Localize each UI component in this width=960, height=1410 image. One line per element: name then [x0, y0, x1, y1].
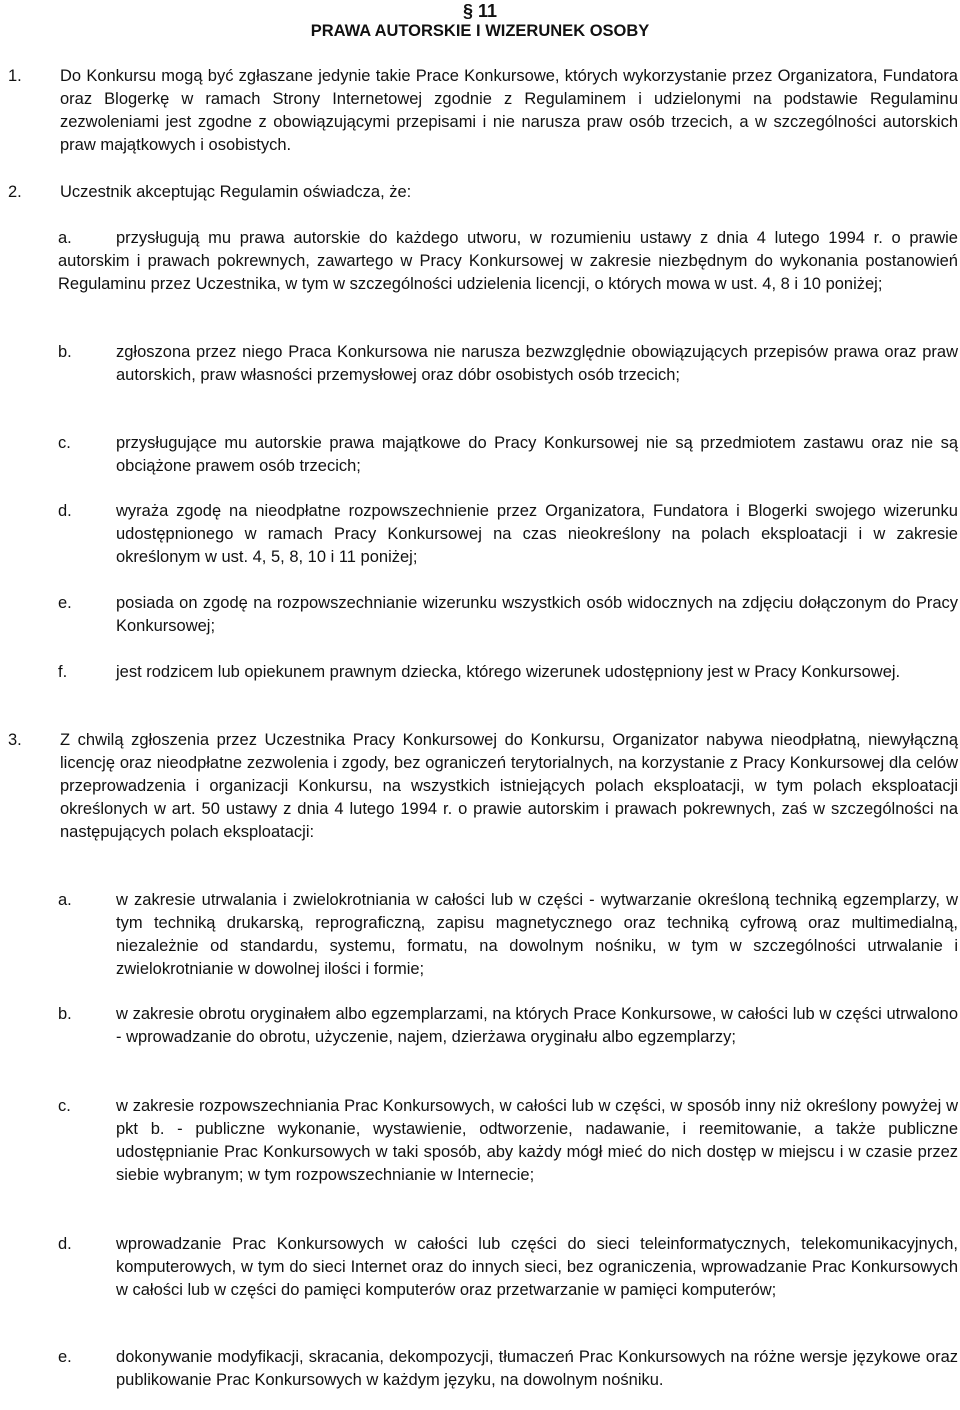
list-item-letter: c.	[58, 1097, 71, 1115]
paragraph-text: Z chwilą zgłoszenia przez Uczestnika Pracy Konkursowej do Konkursu, Organizator nabywa nieodpłatną, niewyłączną licencję oraz nieodpłatne zezwolenia i zgody, bez ograniczeń terytorialnych, na korzystanie z Pracy Konkursowej dla celów przeprowadzenia i organizacji Konkursu, na wszystkich istniejących polach eksploatacji, w tym polach eksploatacji określonych w art. 50 ustawy z dnia 4 lutego 1994 r. o prawie autorskim i prawach pokrewnych, zaś w szczególności na następujących polach eksploatacji:	[60, 731, 958, 841]
list-item-letter: a.	[58, 229, 72, 247]
paragraph-text: Uczestnik akceptując Regulamin oświadcza, że:	[60, 183, 412, 201]
paragraph-text: Do Konkursu mogą być zgłaszane jedynie takie Prace Konkursowe, których wykorzystanie przez Organizatora, Fundatora oraz Blogerkę w ramach Strony Internetowej zgodnie z Regulaminem i udzielonymi na podstawie Regulaminu zezwoleniami jest zgodne z obowiązującymi przepisami i nie narusza praw osób trzecich, a w szczególności autorskich praw majątkowych i osobistych.	[60, 67, 958, 154]
list-item-2f	[58, 661, 958, 684]
list-item-text: jest rodzicem lub opiekunem prawnym dziecka, którego wizerunek udostępniony jest w Pracy Konkursowej.	[116, 663, 901, 681]
list-item-3d	[58, 1233, 958, 1302]
list-item-3b	[58, 1003, 958, 1049]
list-item-letter: a.	[58, 891, 72, 909]
list-item-3c	[58, 1095, 958, 1187]
list-item-letter: e.	[58, 1348, 72, 1366]
list-item-letter: e.	[58, 594, 72, 612]
section-title: PRAWA AUTORSKIE I WIZERUNEK OSOBY	[310, 22, 650, 40]
list-item-2e	[58, 592, 958, 638]
paragraph-number: 3.	[8, 731, 22, 749]
list-item-letter: f.	[58, 663, 68, 681]
paragraph-1	[8, 65, 958, 157]
list-item-text: przysługują mu prawa autorskie do każdego utworu, w rozumieniu ustawy z dnia 4 lutego 1994 r. o prawie autorskim i prawach pokrewnych, zawartego w Pracy Konkursowej w zakresie niezbędnym do wykonania postanowień Regulaminu przez Uczestnika, w tym w szczególności udzielenia licencji, o których mowa w ust. 4, 8 i 10 poniżej;	[58, 229, 958, 293]
list-item-letter: d.	[58, 502, 72, 520]
list-item-text: w zakresie utrwalania i zwielokrotniania w całości lub w części - wytwarzanie określoną techniką egzemplarzy, w tym techniką drukarską, reprograficzną, zapisu magnetycznego oraz techniką cyfrową oraz multimedialną, niezależnie od standardu, systemu, formatu, na dowolnym nośniku, w tym w szczególności utrwalanie i zwielokrotnianie w dowolnej ilości i formie;	[116, 891, 958, 978]
list-item-text: przysługujące mu autorskie prawa majątkowe do Pracy Konkursowej nie są przedmiotem zastawu oraz nie są obciążone prawem osób trzecich;	[116, 434, 958, 475]
list-item-text: zgłoszona przez niego Praca Konkursowa nie narusza bezwzględnie obowiązujących przepisów prawa oraz praw autorskich, praw własności przemysłowej oraz dóbr osobistych osób trzecich;	[116, 343, 958, 384]
list-item-letter: b.	[58, 343, 72, 361]
section-number: § 11	[462, 1, 498, 21]
paragraph-number: 1.	[8, 67, 22, 85]
list-item-2a	[58, 227, 958, 296]
list-item-letter: b.	[58, 1005, 72, 1023]
list-item-text: posiada on zgodę na rozpowszechnianie wizerunku wszystkich osób widocznych na zdjęciu dołączonym do Pracy Konkursowej;	[116, 594, 958, 635]
list-item-2d	[58, 500, 958, 569]
list-item-3e	[58, 1346, 958, 1392]
list-item-text: w zakresie rozpowszechniania Prac Konkursowych, w całości lub w części, w sposób inny niż określony powyżej w pkt b. - publiczne wykonanie, wystawienie, odtworzenie, nadawanie, i reemitowanie, a także publiczne udostępnianie Prac Konkursowych w taki sposób, aby każdy mógł mieć do nich dostęp w miejscu i w czasie przez siebie wybranym; w tym rozpowszechnianie w Internecie;	[116, 1097, 958, 1184]
list-item-2c	[58, 432, 958, 478]
paragraph-number: 2.	[8, 183, 22, 201]
paragraph-3	[8, 729, 958, 844]
list-item-text: dokonywanie modyfikacji, skracania, dekompozycji, tłumaczeń Prac Konkursowych na różne wersje językowe oraz publikowanie Prac Konkursowych w każdym języku, na dowolnym nośniku.	[116, 1348, 958, 1389]
list-item-2b	[58, 341, 958, 387]
list-item-text: wyraża zgodę na nieodpłatne rozpowszechnienie przez Organizatora, Fundatora i Blogerki swojego wizerunku udostępnionego w ramach Pracy Konkursowej na czas nieokreślony na polach eksploatacji i w zakresie określonym w ust. 4, 5, 8, 10 i 11 poniżej;	[116, 502, 958, 566]
list-item-letter: c.	[58, 434, 71, 452]
list-item-3a	[58, 889, 958, 981]
paragraph-2	[8, 181, 958, 204]
list-item-text: wprowadzanie Prac Konkursowych w całości lub części do sieci teleinformatycznych, telekomunikacyjnych, komputerowych, w tym do sieci Internet oraz do innych sieci, bez ograniczenia, wprowadzanie Prac Konkursowych w całości lub w części do pamięci komputerów oraz przetwarzanie w pamięci komputerów;	[116, 1235, 958, 1299]
list-item-letter: d.	[58, 1235, 72, 1253]
list-item-text: w zakresie obrotu oryginałem albo egzemplarzami, na których Prace Konkursowe, w całości lub w części utrwalono - wprowadzanie do obrotu, użyczenie, najem, dzierżawa oryginału albo egzemplarzy;	[116, 1005, 958, 1046]
